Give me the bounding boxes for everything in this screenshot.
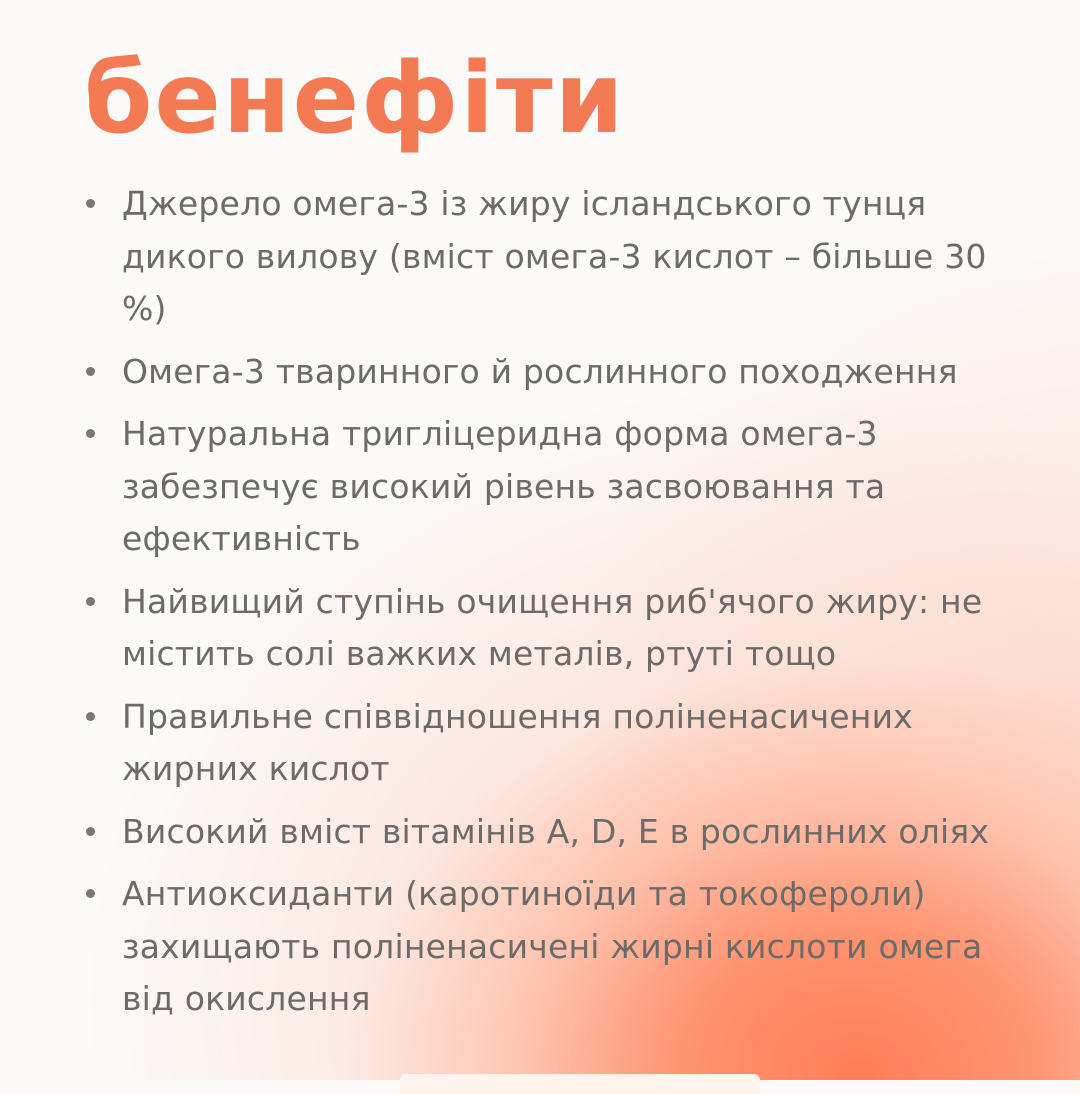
list-item xyxy=(84,868,1034,1026)
bullet-icon xyxy=(86,712,95,721)
list-item xyxy=(84,408,1034,566)
bullet-icon xyxy=(86,597,95,606)
list-item xyxy=(84,806,1034,859)
bullet-icon xyxy=(86,827,95,836)
bullet-icon xyxy=(86,367,95,376)
benefits-list xyxy=(84,178,1034,1036)
list-item xyxy=(84,346,1034,399)
benefit-text: Омега-3 тваринного й рослинного походження xyxy=(122,351,958,391)
benefit-text: Найвищий ступінь очищення риб'ячого жиру: не містить солі важких металів, ртуті тощо xyxy=(122,581,983,673)
bullet-icon xyxy=(86,429,95,438)
list-item xyxy=(84,691,1034,796)
benefit-text: Джерело омега-3 із жиру ісландського тунця дикого вилову (вміст омега-3 кислот – більше 30 %) xyxy=(122,184,987,328)
bullet-icon xyxy=(86,889,95,898)
benefit-text: Правильне співвідношення поліненасичених жирних кислот xyxy=(122,696,913,788)
benefit-text: Високий вміст вітамінів A, D, E в рослинних оліях xyxy=(122,811,990,851)
page-title: бенефіти xyxy=(84,42,626,156)
list-item xyxy=(84,178,1034,336)
benefit-text: Антиоксиданти (каротиноїди та токофероли) захищають поліненасичені жирні кислоти омега від окислення xyxy=(122,874,983,1018)
list-item xyxy=(84,576,1034,681)
benefit-text: Натуральна тригліцеридна форма омега-3 забезпечує високий рівень засвоювання та ефективність xyxy=(122,414,886,558)
bullet-icon xyxy=(86,199,95,208)
